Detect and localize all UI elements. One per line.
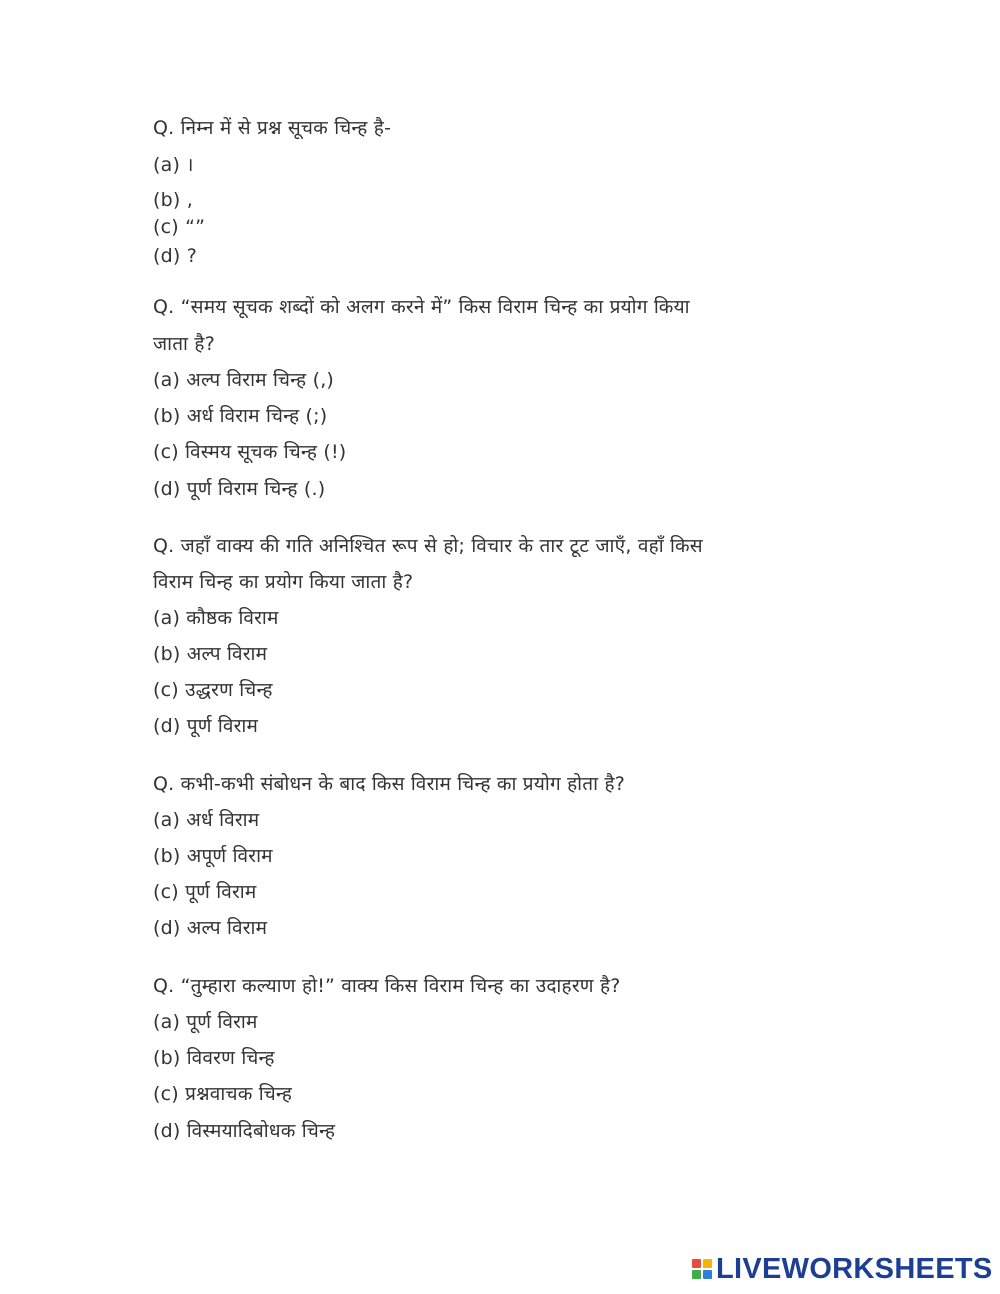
question-4-option-c: (c) पूर्ण विराम: [153, 881, 257, 903]
question-2-text-line-2: जाता है?: [153, 333, 215, 355]
question-2-option-c: (c) विस्मय सूचक चिन्ह (!): [153, 441, 347, 463]
question-4-text: Q. कभी-कभी संबोधन के बाद किस विराम चिन्ह का प्रयोग होता है?: [153, 773, 626, 795]
question-1-text: Q. निम्न में से प्रश्न सूचक चिन्ह है-: [153, 117, 392, 139]
question-2-text-line-1: Q. “समय सूचक शब्दों को अलग करने में” किस विराम चिन्ह का प्रयोग किया: [153, 296, 690, 318]
question-5-option-d: (d) विस्मयादिबोधक चिन्ह: [153, 1120, 336, 1142]
question-5-option-c: (c) प्रश्नवाचक चिन्ह: [153, 1083, 293, 1105]
logo-square-blue: [703, 1270, 712, 1279]
liveworksheets-logo: [692, 1252, 993, 1286]
logo-square-yellow: [703, 1259, 712, 1268]
question-4-option-a: (a) अर्ध विराम: [153, 809, 260, 831]
question-3-option-c: (c) उद्धरण चिन्ह: [153, 679, 273, 701]
question-2-option-b: (b) अर्ध विराम चिन्ह (;): [153, 405, 328, 427]
question-1-option-b: (b) ,: [153, 189, 193, 211]
liveworksheets-logo-text: LIVEWORKSHEETS: [716, 1252, 993, 1285]
question-5-option-b: (b) विवरण चिन्ह: [153, 1047, 275, 1069]
logo-square-red: [692, 1259, 701, 1268]
question-2-option-d: (d) पूर्ण विराम चिन्ह (.): [153, 478, 326, 500]
question-3-option-a: (a) कौष्ठक विराम: [153, 607, 279, 629]
question-2-option-a: (a) अल्प विराम चिन्ह (,): [153, 369, 335, 391]
question-1-option-a: (a) ।: [153, 154, 194, 176]
liveworksheets-logo-icon: [692, 1259, 712, 1279]
question-1-option-d: (d) ?: [153, 245, 198, 267]
question-5-option-a: (a) पूर्ण विराम: [153, 1011, 258, 1033]
question-1-option-c: (c) “”: [153, 216, 206, 238]
question-3-text-line-2: विराम चिन्ह का प्रयोग किया जाता है?: [153, 571, 414, 593]
question-4-option-d: (d) अल्प विराम: [153, 917, 268, 939]
question-3-option-d: (d) पूर्ण विराम: [153, 715, 259, 737]
question-4-option-b: (b) अपूर्ण विराम: [153, 845, 273, 867]
question-5-text: Q. “तुम्हारा कल्याण हो!” वाक्य किस विराम चिन्ह का उदाहरण है?: [153, 975, 621, 997]
question-3-text-line-1: Q. जहाँ वाक्य की गति अनिश्चित रूप से हो; विचार के तार टूट जाएँ, वहाँ किस: [153, 535, 703, 557]
question-3-option-b: (b) अल्प विराम: [153, 643, 268, 665]
logo-square-green: [692, 1270, 701, 1279]
